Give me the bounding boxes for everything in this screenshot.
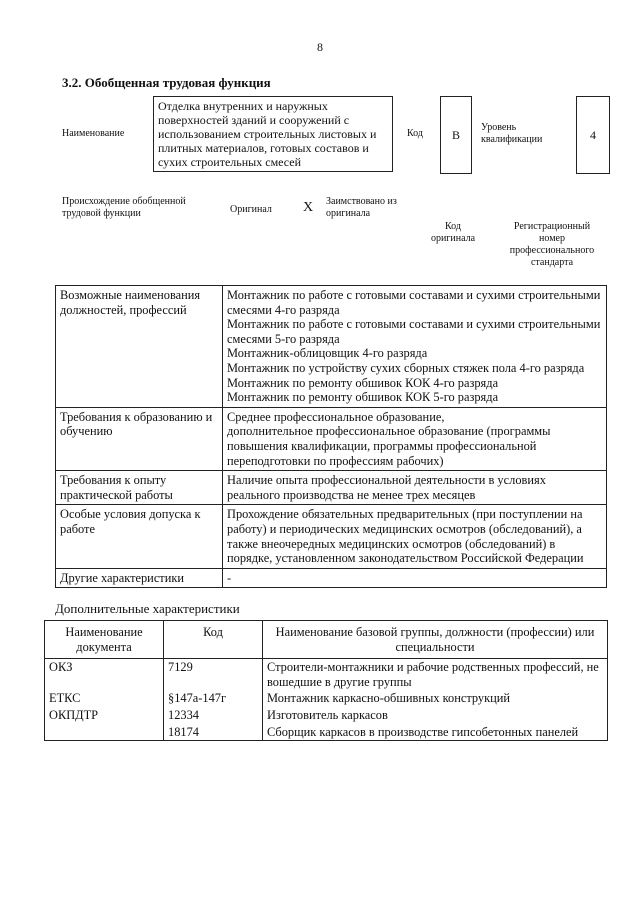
requirements-table bbox=[55, 285, 607, 588]
table-row bbox=[56, 471, 607, 505]
table-row: ОКПДТР 12334 Изготовитель каркасов bbox=[45, 707, 608, 724]
row-label: Возможные наименования должностей, профессий bbox=[56, 286, 223, 408]
table-row bbox=[56, 505, 607, 568]
row-value: Среднее профессиональное образование, дополнительное профессиональное образование (программы повышения квалификации, программы профессиональной переподготовки по профессиям рабочих) bbox=[223, 407, 607, 470]
table-row: ЕТКС §147а-147г Монтажник каркасно-обшивных конструкций bbox=[45, 690, 608, 707]
column-header: Код bbox=[164, 621, 263, 659]
code-label: Код bbox=[407, 128, 423, 139]
original-label: Оригинал bbox=[230, 204, 272, 215]
section-title: 3.2. Обобщенная трудовая функция bbox=[62, 75, 271, 90]
row-label: Требования к образованию и обучению bbox=[56, 407, 223, 470]
row-label: Другие характеристики bbox=[56, 568, 223, 588]
table-header-row bbox=[45, 621, 608, 659]
additional-table bbox=[44, 620, 608, 741]
row-value: Прохождение обязательных предварительных (при поступлении на работу) и периодических медицинских осмотров (обследований), а также внеочередных медицинских осмотров (обследований) в порядке, установленном законодательством Российской Федерации bbox=[223, 505, 607, 568]
borrowed-label: Заимствовано из оригинала bbox=[326, 196, 397, 219]
table-row bbox=[56, 568, 607, 588]
table-row bbox=[56, 286, 607, 408]
row-value: Монтажник по работе с готовыми составами и сухими строительными смесями 4-го разряда Монтажник по работе с готовыми составами и сухими строительными смесями 5-го разряда Монтажник-облицовщик 4-го разряда Монтажник по устройству сухих сборных стяжек пола 4-го разряда Монтажник по ремонту обшивок КОК 4-го разряда Монтажник по ремонту обшивок КОК 5-го разряда bbox=[223, 286, 607, 408]
table-row: ОКЗ 7129 Строители-монтажники и рабочие родственных профессий, не вошедшие в другие группы bbox=[45, 659, 608, 691]
code-original-label: Код оригинала bbox=[430, 221, 476, 244]
level-label: Уровень квалификации bbox=[481, 122, 543, 145]
level-value: 4 bbox=[576, 96, 610, 174]
row-label: Особые условия допуска к работе bbox=[56, 505, 223, 568]
row-value: Наличие опыта профессиональной деятельности в условиях реального производства не менее трех месяцев bbox=[223, 471, 607, 505]
name-value: Отделка внутренних и наружных поверхностей зданий и сооружений с использованием строительных листовых и плитных материалов, готовых составов и сухих строительных смесей bbox=[153, 96, 393, 172]
origin-label: Происхождение обобщенной трудовой функции bbox=[62, 196, 186, 219]
table-row bbox=[56, 407, 607, 470]
row-value: - bbox=[223, 568, 607, 588]
page-number: 8 bbox=[317, 40, 323, 54]
additional-title: Дополнительные характеристики bbox=[55, 601, 240, 616]
original-mark: X bbox=[303, 200, 314, 215]
row-label: Требования к опыту практической работы bbox=[56, 471, 223, 505]
column-header: Наименование базовой группы, должности (профессии) или специальности bbox=[263, 621, 608, 659]
table-row: 18174 Сборщик каркасов в производстве гипсобетонных панелей bbox=[45, 724, 608, 741]
reg-number-label: Регистрационный номер профессионального стандарта bbox=[509, 221, 595, 268]
name-label: Наименование bbox=[62, 128, 125, 139]
code-value: В bbox=[440, 96, 472, 174]
column-header: Наименование документа bbox=[45, 621, 164, 659]
